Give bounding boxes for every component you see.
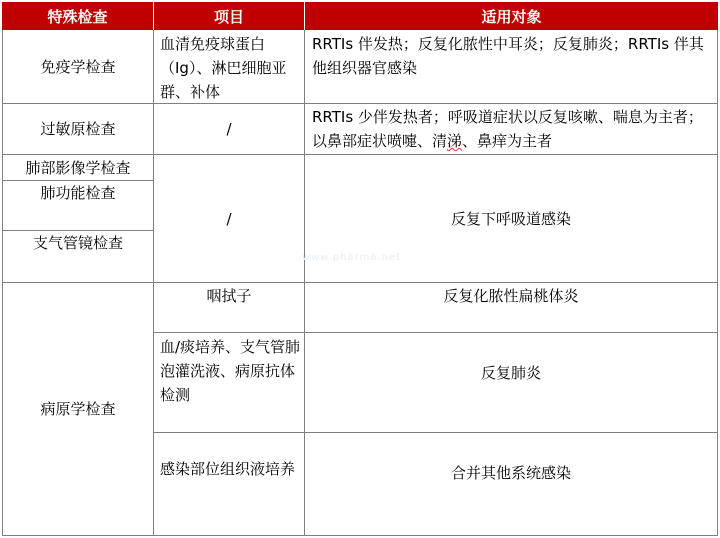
border-bottom bbox=[2, 535, 718, 536]
cell-target-tonsillitis: 反复化脓性扁桃体炎 bbox=[443, 287, 579, 305]
target-allergen-text-1: RRTIs 少伴发热者；呼吸道症状以反复咳嗽、喘息为主者；以鼻部症状喷嚏、清 bbox=[312, 108, 703, 150]
border-right bbox=[717, 30, 718, 536]
cell-target-allergen bbox=[312, 105, 714, 154]
cell-item-allergen: / bbox=[226, 120, 232, 138]
header-item: 项目 bbox=[154, 2, 304, 30]
header-special-exam: 特殊检查 bbox=[2, 2, 153, 30]
cell-category-pathogen: 病原学检查 bbox=[40, 400, 116, 418]
cell-target-immune: RRTIs 伴发热；反复化脓性中耳炎；反复肺炎；RRTIs 伴其他组织器官感染 bbox=[312, 35, 704, 77]
cell-item-tissue-fluid: 感染部位组织液培养 bbox=[160, 460, 296, 478]
spellcheck-word: 涕 bbox=[447, 132, 463, 150]
cell-item-lower: / bbox=[226, 209, 232, 228]
special-exam-table bbox=[2, 2, 718, 536]
cell-category-bronchoscopy: 支气管镜检查 bbox=[32, 234, 123, 252]
cell-item-throat-swab: 咽拭子 bbox=[206, 287, 252, 305]
header-target: 适用对象 bbox=[305, 2, 718, 30]
target-allergen-text-2: 、鼻痒为主者 bbox=[462, 132, 553, 150]
cell-item-immune: 血清免疫球蛋白（Ig）、淋巴细胞亚群、补体 bbox=[160, 35, 287, 101]
cell-target-pneumonia: 反复肺炎 bbox=[480, 364, 541, 382]
cell-target-lower: 反复下呼吸道感染 bbox=[450, 209, 571, 228]
cell-category-immune: 免疫学检查 bbox=[40, 58, 116, 76]
cell-category-allergen: 过敏原检查 bbox=[40, 120, 116, 138]
watermark: www.pharma.net bbox=[302, 252, 402, 263]
cell-category-lung-function: 肺功能检查 bbox=[40, 184, 116, 202]
cell-category-imaging: 肺部影像学检查 bbox=[25, 158, 131, 177]
cell-item-culture: 血/痰培养、支气管肺泡灌洗液、病原抗体检测 bbox=[160, 338, 301, 404]
cell-target-other-systems: 合并其他系统感染 bbox=[450, 464, 571, 482]
